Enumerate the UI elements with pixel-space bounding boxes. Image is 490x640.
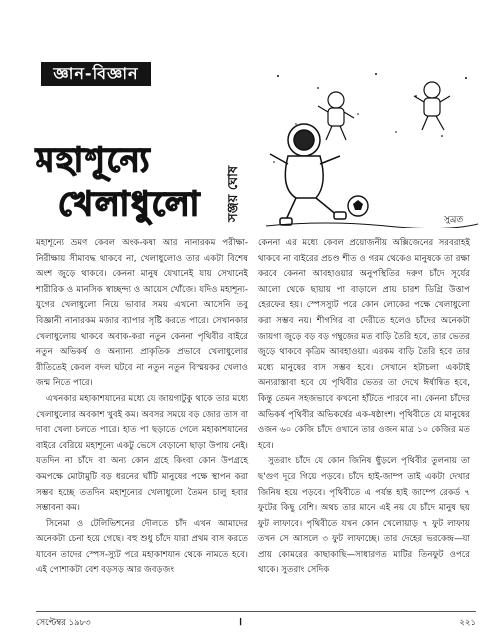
astronauts-illustration <box>266 66 478 228</box>
left-column <box>36 236 248 579</box>
football <box>348 196 368 216</box>
footer-mark: । <box>238 615 243 628</box>
astronaut-main <box>270 124 346 225</box>
page-footer <box>36 616 476 632</box>
title-line-1: মহাশূন্যে <box>36 140 152 179</box>
author-byline <box>222 136 244 226</box>
article-title <box>36 128 216 224</box>
footer-rule <box>36 611 476 612</box>
author-name: সঞ্জয় ঘোষ <box>226 165 241 222</box>
astronaut-small-right <box>414 82 450 130</box>
right-column <box>258 236 470 579</box>
right-paragraph-2: সুতরাং চাঁদে যে কোন জিনিষ ছুঁড়লে পৃথিবীর তুলনায় তা ছ'গুণ দূরে গিয়ে পড়বে। চাঁদে হাই-জাম্প তাই একটা দেখার জিনিষ হয়ে পড়বে। পৃথিবীতে এ পর্যন্ত হাই জাম্পে রেকর্ড ৭ ফুটের কিছু বেশি। অথচ তার মানে এই নয় যে চাঁদে মানুষ ছয় ফুট লাফাবে। পৃথিবীতে যখন কোন খেলোয়াড় ৭ ফুট লাফায় তখন সে আসলে ৩ ফুট লাফাচ্ছে। তার দেহের ভরকেন্দ্র—যা প্রায় কোমরের কাছাকাছি—সাধারণত মাটির তিনফুট ওপরে থাকে। সুতরাং সেদিক <box>258 456 470 576</box>
section-tag: জ্ঞান-বিজ্ঞান <box>41 62 151 86</box>
right-paragraph-1: কেননা এর মধ্যে কেবল প্রয়োজনীয় অক্সিজেনের সরবরাহই থাকবে না বাইরের প্রচণ্ড শীত ও গরম থেকেও মানুষকে তা রক্ষা করবে কেননা আবহাওয়ার অনুপস্থিতির দরুণ চাঁদে সূর্যের আলো থেকে ছায়ায় পা বাড়ালে প্রায় চারশ ডিগ্রি উত্তাপ হেরফের হয়। স্পেসস্যুট পরে কোন লোকের পক্ষে খেলাধুলো করা সম্ভব নয়। শীগগির বা দেরীতে হলেও চাঁদের অনেকটা জায়গা জুড়ে বড় বড় গম্বুজের মত বাড়ি তৈরি হবে, তার ভেতর জুড়ে থাকবে কৃত্রিম আবহাওয়া। এরকম বাড়ি তৈরি হবে তার মধ্যে মানুষের বাস সম্ভব হবে। সেখানে হটাচলা একটাই অন্যরাস্তাবা হবে যে পৃথিবীর ভেতর তা দেখে ঈর্ষান্বিত হবে, কিন্তু তেমন সহজভাবে কখনো হাঁটতে পারবে না। কেননা চাঁদের অভিকর্ষ পৃথিবীর অভিকর্ষের এক-ষষ্ঠাংশ। পৃথিবীতে যে মানুষের ওজন ৬০ কেজি চাঁদে ওখানে তার ওজন মাত্র ১০ কেজির মত হবে। <box>258 238 470 451</box>
title-line-2: খেলাধুলো <box>58 184 202 223</box>
left-paragraph-2: এখনকার মহাকাশযানের মধ্যে যে জায়গাটুকু থাকে তার মধ্যে খেলাধুলোর অবকাশ খুবই কম। অবসর সময়ে বড় জোর তাস বা দাবা খেলা চলতে পারে। হাত পা ছড়াতে গেলে মহাকাশযানের বাইরে বেরিয়ে মহাশূন্যে একটু ভেসে বেড়ানো ছাড়া উপায় নেই। যতদিন না চাঁদে বা অন্য কোন গ্রহে কিংবা কোন উপগ্রহে কমপক্ষে মোটামুটি বড় ধরনের ঘাঁটি মানুষের পক্ষে স্থাপন করা সম্ভব হচ্ছে ততদিন মহাশূন্যের খেলাধুলো তৈমন চালু হবার সম্ভাবনা কম। <box>36 393 248 514</box>
illustrator-signature: সুব্রত <box>444 215 464 225</box>
page-number: ২২১ <box>459 618 476 628</box>
issue-date: সেপ্টেম্বর ১৯৮৩ <box>36 618 91 628</box>
left-paragraph-3: সিনেমা ও টেলিভিশনের দৌলতে চাঁদ এখন আমাদের অনেকটা চেনা হয়ে গেছে। বহু শুধু চাঁদে যারা প্রথম বাস করতে যাবেন তাদের স্পেস-স্যুট পরে মহাকাশযান থেকে নামতে হবে। এই পোশাকটা বেশ বড়সড় আর জবড়জং <box>36 518 248 576</box>
astronaut-small-left <box>318 92 354 140</box>
left-paragraph-1: মহাশূন্যে ভ্রমণ কেবল অংক-কষা আর নানারকম পরীক্ষা-নিরীক্ষায় সীমাবদ্ধ থাকবে না, খেলাধুলোও তার একটা বিশেষ অংশ জুড়ে থাকবে। কেননা মানুষ যেখানেই যায় সেখানেই শারীরিক ও মানসিক স্বাচ্ছন্দ্য ও আয়েস খোঁজে। যদিও মহাশূন্য-যুগের খেলাধুলো নিয়ে ভাবার সময় এখনো আসেনি তবু বিজ্ঞানী নানারকম মজার ব্যাপার সৃষ্টি করতে পারে। সেখানকার খেলাধুলোয় থাকবে অবাক-করা নতুন কেননা পৃথিবীর বাইরে নতুন অভিকর্ষ ও অন্যান্য প্রাকৃতিক প্রভাবে খেলাধুলোর রীতিতেই কেবল বদল ঘটবে না নতুন নতুন বিস্ময়কর খেলাও জন্ম নিতে পারে। <box>36 238 248 389</box>
